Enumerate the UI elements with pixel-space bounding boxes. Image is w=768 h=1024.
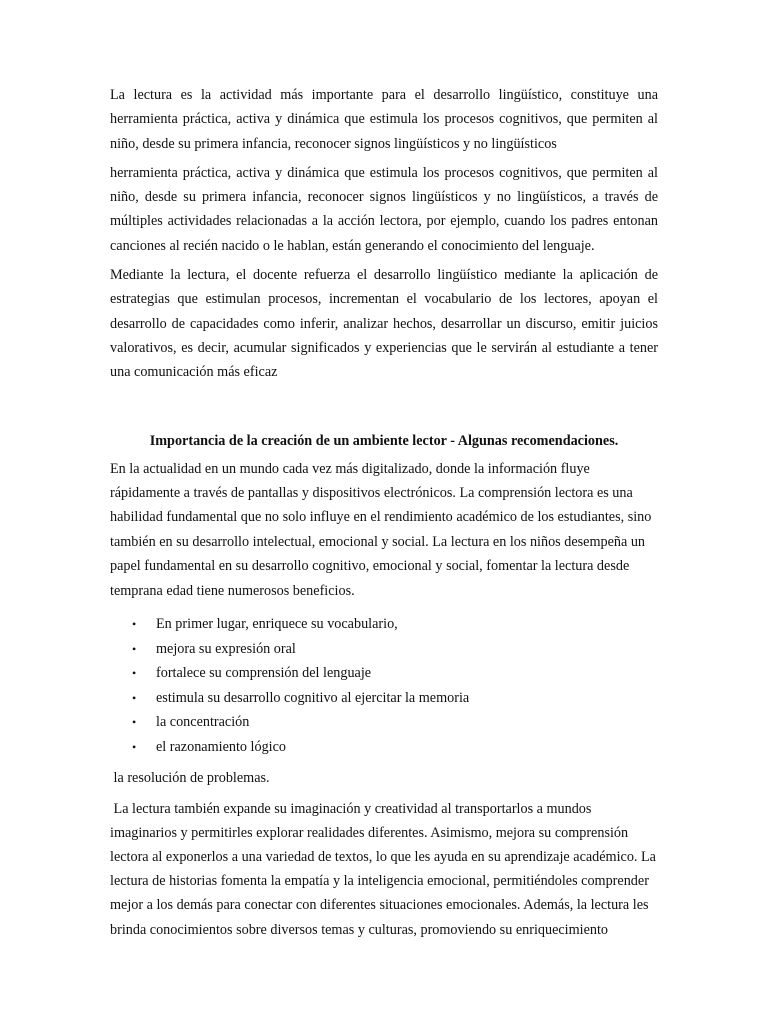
list-item (110, 735, 658, 760)
bullet-icon: • (132, 666, 137, 681)
list-item (110, 612, 658, 637)
list-item-text: el razonamiento lógico (156, 738, 287, 755)
paragraph-2: herramienta práctica, activa y dinámica que estimula los procesos cognitivos, que permiten al niño, desde su primera infancia, reconocer signos lingüísticos y no lingüísticos, a través de múltiples actividades relacionadas a la acción lectora, por ejemplo, cuando los padres entonan canciones al recién nacido o le hablan, están generando el conocimiento del lenguaje. (110, 164, 658, 254)
list-item (110, 637, 658, 662)
list-item-text: mejora su expresión oral (156, 640, 296, 657)
bullet-icon: • (132, 617, 137, 631)
after-list-text: la resolución de problemas. (110, 769, 270, 786)
document-page (110, 83, 658, 942)
bullet-icon: • (132, 715, 137, 730)
bullet-icon: • (132, 739, 137, 754)
list-item (110, 710, 658, 735)
list-item-text: En primer lugar, enriquece su vocabulario, (156, 616, 398, 632)
section-intro: En la actualidad en un mundo cada vez más digitalizado, donde la información fluye rápidamente a través de pantallas y dispositivos electrónicos. La comprensión lectora es una habilidad fundamental que no solo influye en el rendimiento académico de los estudiantes, sino también en su desarrollo intelectual, emocional y social. La lectura en los niños desempeña un papel fundamental en su desarrollo cognitivo, emocional y social, fomentar la lectura desde temprana edad tiene numerosos beneficios. (110, 460, 652, 599)
list-item-text: fortalece su comprensión del lenguaje (156, 665, 372, 682)
list-item (110, 661, 658, 686)
section-heading: Importancia de la creación de un ambiente lector - Algunas recomendaciones. (149, 432, 619, 449)
list-item-text: estimula su desarrollo cognitivo al ejercitar la memoria (156, 689, 470, 706)
list-item-text: la concentración (156, 714, 250, 731)
bullet-icon: • (132, 690, 137, 705)
paragraph-3: Mediante la lectura, el docente refuerza el desarrollo lingüístico mediante la aplicación de estrategias que estimulan procesos, incrementan el vocabulario de los lectores, apoyan el desarrollo de capacidades como inferir, analizar hechos, desarrollar un discurso, emitir juicios valorativos, es decir, acumular significados y experiencias que le servirán al estudiante a tener una comunicación más eficaz (110, 267, 658, 381)
closing-paragraph: La lectura también expande su imaginación y creatividad al transportarlos a mundos imaginarios y permitirles explorar realidades diferentes. Asimismo, mejora su comprensión lectora al exponerlos a una variedad de textos, lo que les ayuda en su aprendizaje académico. La lectura de historias fomenta la empatía y la inteligencia emocional, permitiéndoles comprender mejor a los demás para conectar con diferentes situaciones emocionales. Además, la lectura les brinda conocimientos sobre diversos temas y culturas, promoviendo su enriquecimiento (110, 800, 660, 938)
bullet-icon: • (132, 641, 137, 656)
list-item (110, 686, 658, 711)
benefits-list (110, 612, 658, 760)
paragraph-1: La lectura es la actividad más importante para el desarrollo lingüístico, constituye una herramienta práctica, activa y dinámica que estimula los procesos cognitivos, que permiten al niño, desde su primera infancia, reconocer signos lingüísticos y no lingüísticos (110, 87, 658, 152)
